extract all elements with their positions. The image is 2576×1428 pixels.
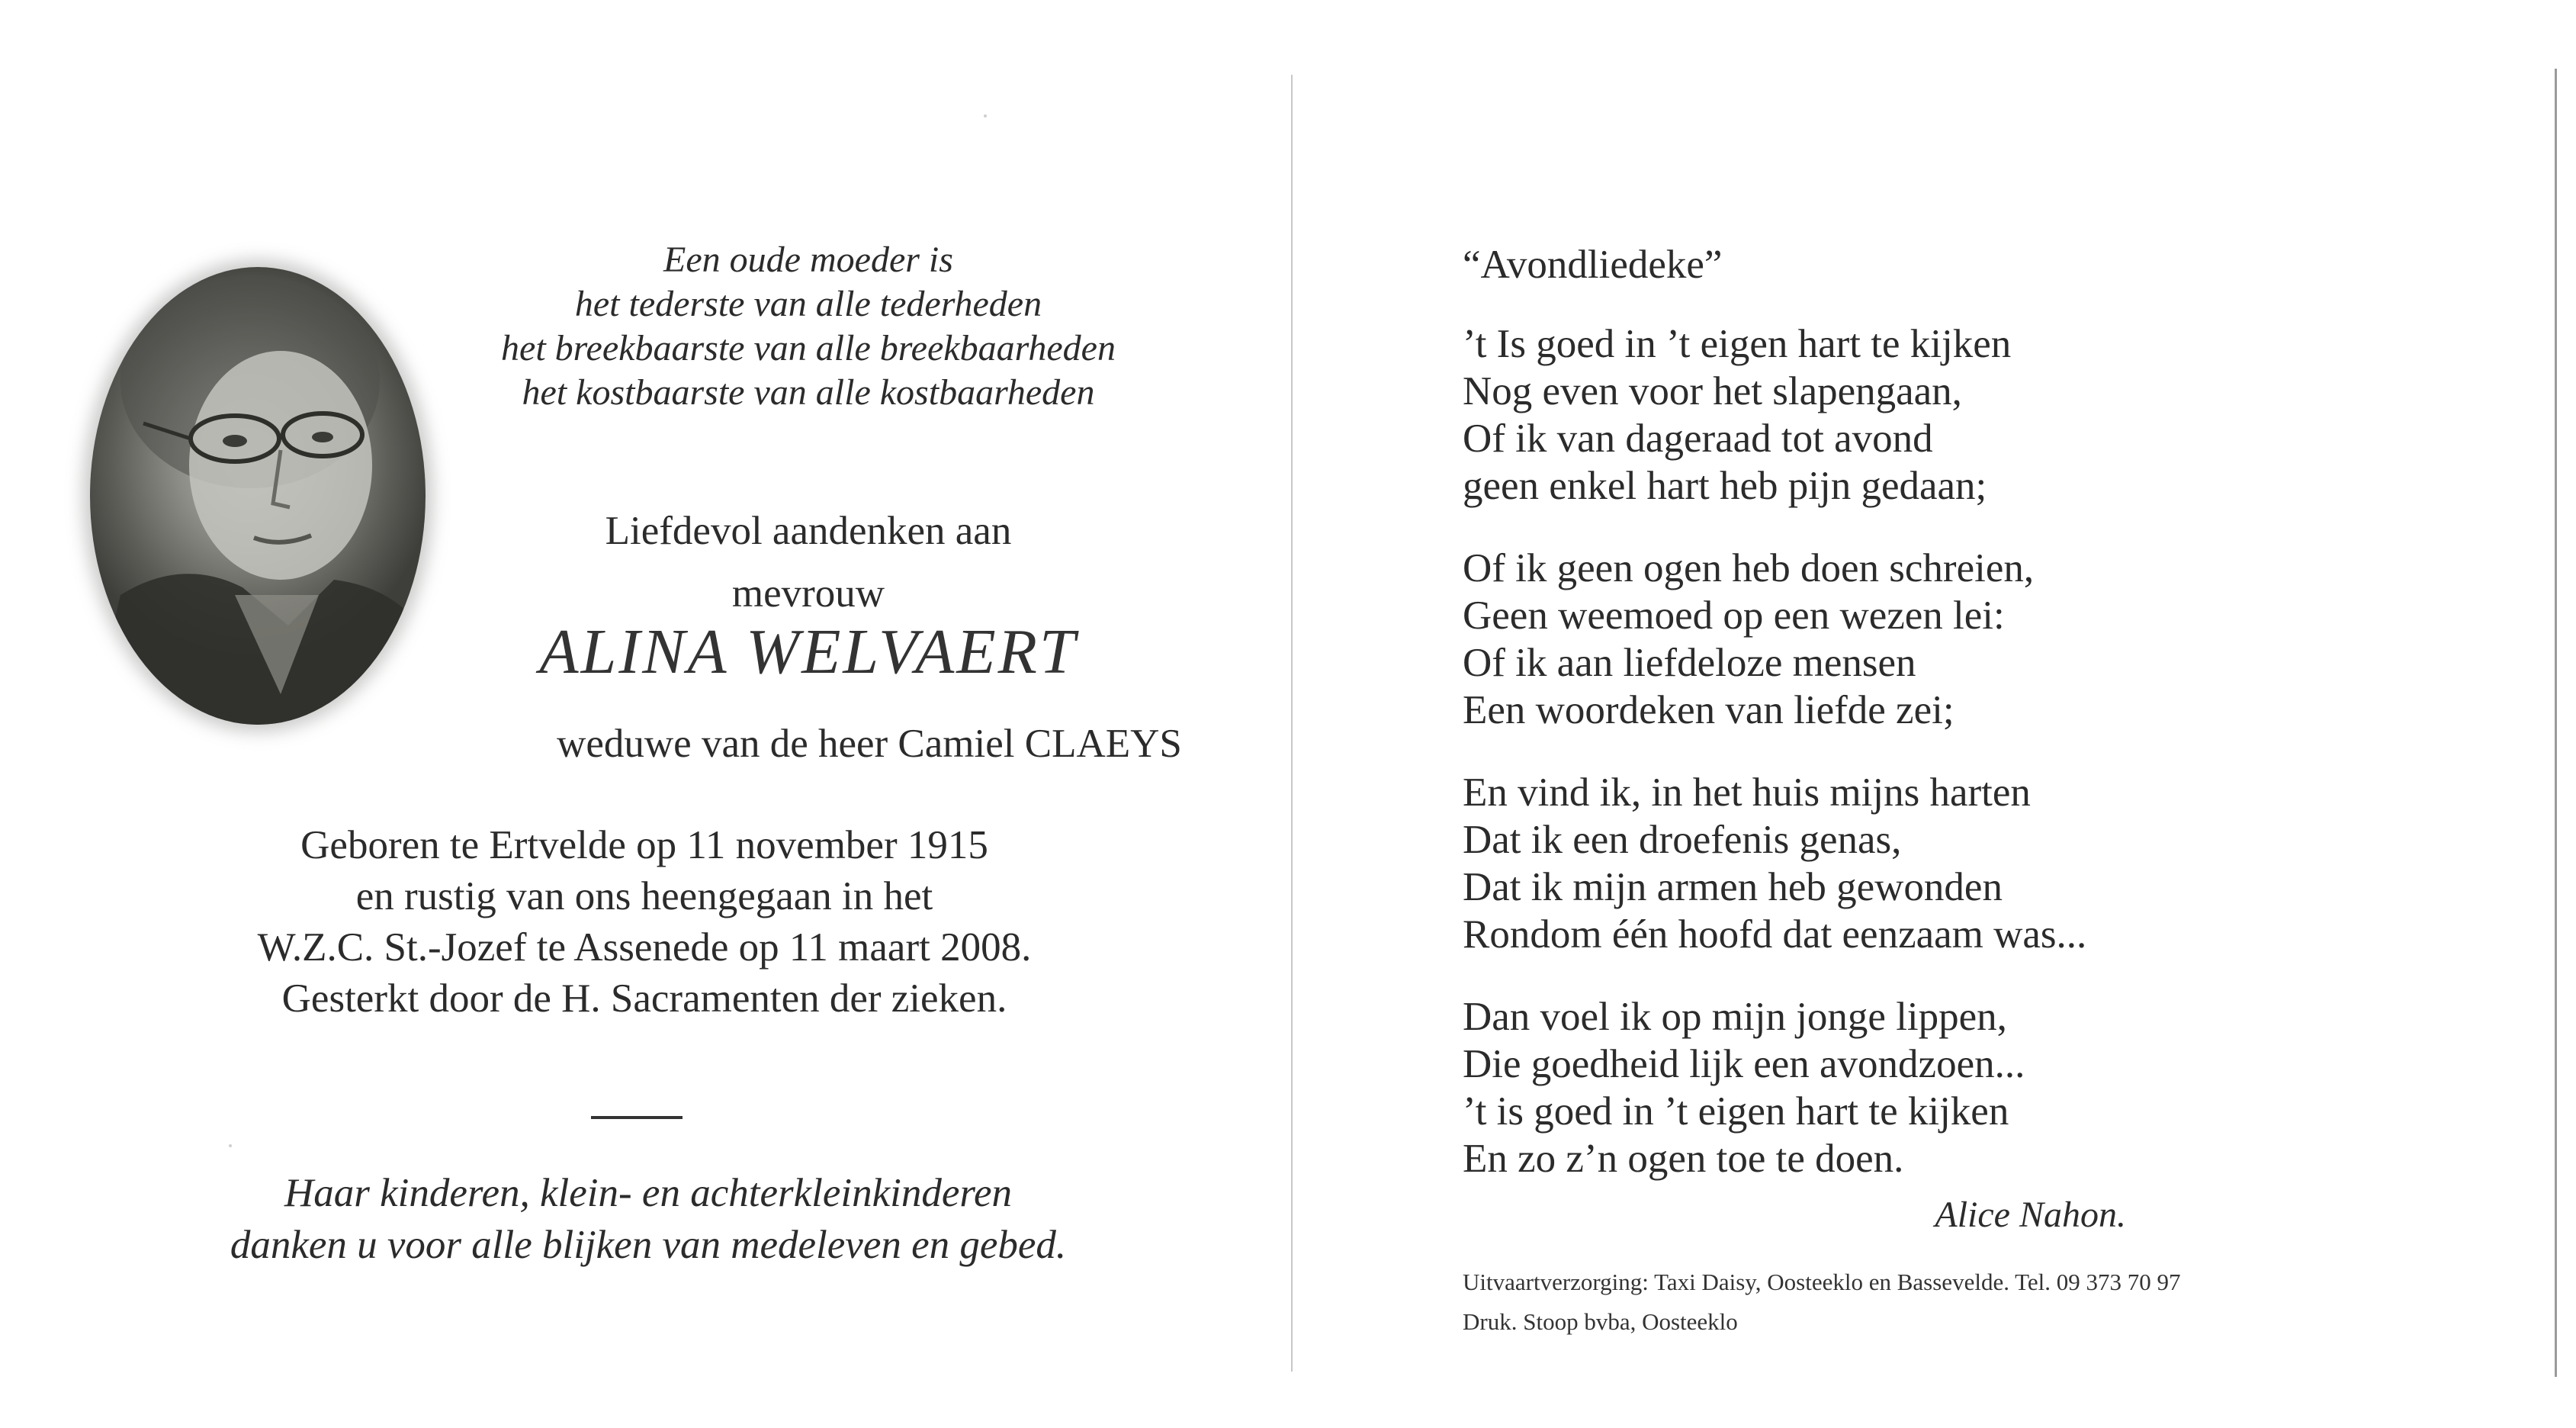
verse-line: het breekbaarste van alle breekbaarheden — [501, 328, 1116, 368]
memorial-verse — [412, 238, 1205, 415]
life-line: Gesterkt door de H. Sacramenten der zieken. — [281, 976, 1007, 1021]
portrait-photo — [90, 267, 426, 725]
family-thanks — [153, 1167, 1144, 1271]
poem-line: Of ik geen ogen heb doen schreien, — [1463, 546, 2035, 590]
life-details — [175, 820, 1113, 1024]
life-line: Geboren te Ertvelde op 11 november 1915 — [300, 823, 988, 867]
poem-line: Dat ik een droefenis genas, — [1463, 818, 1902, 862]
thanks-line: Haar kinderen, klein- en achterkleinkinderen — [284, 1171, 1013, 1215]
deceased-name: ALINA WELVAERT — [539, 616, 1078, 687]
poem-line: Geen weemoed op een wezen lei: — [1463, 593, 2005, 638]
credits — [1463, 1262, 2454, 1342]
funeral-home-credit: Uitvaartverzorging: Taxi Daisy, Oosteeklo en Bassevelde. Tel. 09 373 70 97 — [1463, 1269, 2181, 1295]
poem-stanza — [1463, 320, 2454, 510]
poem-line: Of ik aan liefdeloze mensen — [1463, 641, 1916, 685]
poem-line: Dat ik mijn armen heb gewonden — [1463, 865, 2003, 909]
thanks-line: danken u voor alle blijken van medeleven en gebed. — [230, 1223, 1067, 1267]
verse-line: het kostbaarste van alle kostbaarheden — [522, 372, 1095, 413]
poem-line: En vind ik, in het huis mijns harten — [1463, 770, 2031, 815]
poem-stanza — [1463, 545, 2454, 734]
intro-line: Liefdevol aandenken aan — [605, 509, 1012, 553]
separator-dash — [591, 1116, 683, 1119]
card-fold-line — [1291, 75, 1293, 1372]
card-right-edge — [2555, 69, 2557, 1377]
poem — [1463, 238, 2454, 1217]
verse-line: Een oude moeder is — [663, 240, 953, 280]
memorial-intro — [412, 500, 1205, 625]
printer-credit: Druk. Stoop bvba, Oosteeklo — [1463, 1308, 1738, 1335]
paper-speck — [984, 114, 987, 117]
poem-line: Dan voel ik op mijn jonge lippen, — [1463, 995, 2007, 1039]
poem-line: ’t is goed in ’t eigen hart te kijken — [1463, 1089, 2009, 1134]
poem-line: Die goedheid lijk een avondzoen... — [1463, 1042, 2025, 1086]
poem-line: Rondom één hoofd dat eenzaam was... — [1463, 912, 2087, 957]
poem-author: Alice Nahon. — [1935, 1195, 2126, 1235]
poem-line: En zo z’n ogen toe te doen. — [1463, 1137, 1904, 1181]
life-line: W.Z.C. St.-Jozef te Assenede op 11 maart 2008. — [257, 925, 1032, 970]
life-line: en rustig van ons heengegaan in het — [355, 874, 933, 918]
portrait-image — [90, 267, 426, 725]
poem-line: Of ik van dageraad tot avond — [1463, 416, 1933, 461]
poem-stanza — [1463, 993, 2454, 1182]
widow-line: weduwe van de heer Camiel CLAEYS — [557, 722, 1182, 766]
poem-line: geen enkel hart heb pijn gedaan; — [1463, 464, 1987, 508]
poem-line: Nog even voor het slapengaan, — [1463, 369, 1962, 413]
title-line: mevrouw — [731, 571, 885, 616]
poem-line: ’t Is goed in ’t eigen hart te kijken — [1463, 322, 2012, 366]
verse-line: het tederste van alle tederheden — [574, 284, 1042, 324]
poem-title: “Avondliedeke” — [1463, 243, 1723, 287]
paper-speck — [229, 1144, 232, 1147]
poem-line: Een woordeken van liefde zei; — [1463, 688, 1954, 732]
poem-stanza — [1463, 769, 2454, 958]
